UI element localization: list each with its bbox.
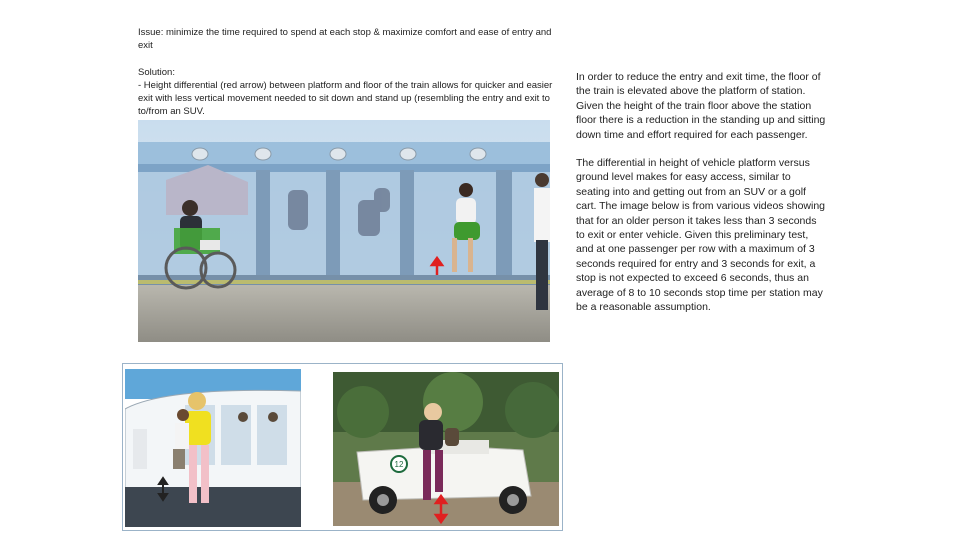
vehicle-entry-rendering: [125, 369, 301, 527]
solution-heading: Solution:: [138, 67, 175, 78]
cart-number: 12: [394, 460, 404, 469]
solution-text: - Height differential (red arrow) between platform and floor of the train allows for quicker and easier exit with less vertical movement needed to sit down and stand up (resembling the entry and exit to to/from an SUV.: [138, 80, 553, 117]
explanation-column: [576, 70, 826, 329]
train-platform-rendering: [138, 120, 550, 342]
issue-statement: Issue: minimize the time required to spend at each stop & maximize comfort and ease of entry and exit: [138, 27, 552, 51]
entry-exit-photos: [122, 363, 563, 531]
golf-cart-photo: [333, 372, 559, 526]
explanation-paragraph-1: In order to reduce the entry and exit time, the floor of the train is elevated above the platform of station. Given the height of the train floor above the station floor there is a reduction in the standing up and sitting down time and effort required for each passenger.: [576, 71, 826, 141]
explanation-paragraph-2: The differential in height of vehicle platform versus ground level makes for easy access, similar to seating into and getting out from an SUV or a golf cart. The image below is from various videos showing that for an older person it takes less than 3 seconds to exit or enter vehicle. Given this preliminary test, and at one passenger per row with a maximum of 3 seconds required for entry and 3 seconds for exit, a stop is not expected to exceed 6 seconds, thus an average of 8 to 10 seconds stop time per station may be a reasonable assumption.: [576, 157, 826, 314]
solution-statement: [138, 66, 566, 118]
